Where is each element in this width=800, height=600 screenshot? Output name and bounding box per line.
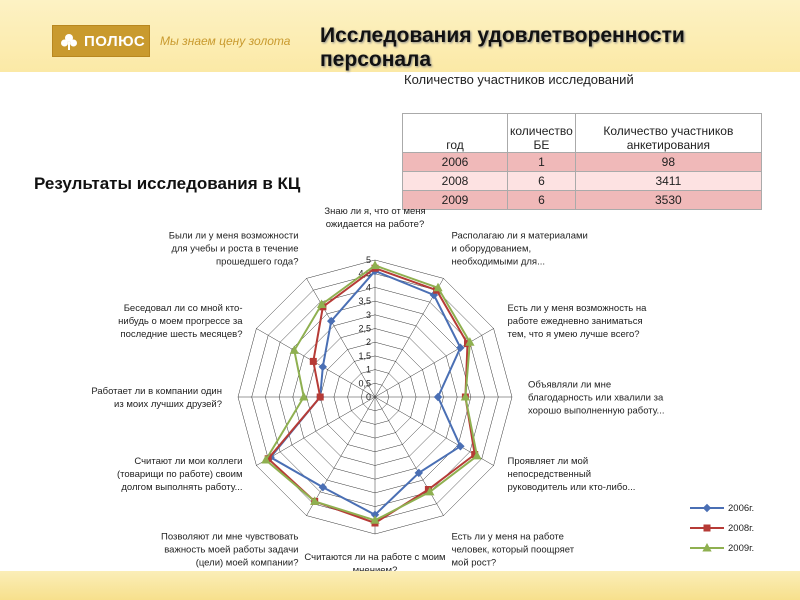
category-label: Были ли у меня возможности для учебы и роста в течение прошедшего года? <box>168 230 299 268</box>
page-title: Исследования удовлетворенности персонала <box>320 24 685 71</box>
axis-spoke <box>375 329 494 398</box>
series-line-2 <box>268 268 475 523</box>
table-caption: Количество участников исследований <box>404 72 634 87</box>
tick-label: 0 <box>365 392 371 402</box>
series-2-point <box>317 394 323 400</box>
series-1-point <box>435 394 442 401</box>
category-label: Работает ли в компании один из моих лучших друзей? <box>91 386 222 410</box>
logo-text: ПОЛЮС <box>84 32 146 50</box>
table-cell: 6 <box>508 172 576 191</box>
table-cell: 1 <box>508 153 576 172</box>
category-label: Позволяют ли мне чувствовать важность моей работы задачи (цели) моей компании? <box>161 531 299 569</box>
category-label: Беседовал ли со мной кто-нибудь о моем прогрессе за последние шесть месяцев? <box>118 303 243 340</box>
table-cell: 2009 <box>403 191 508 210</box>
axis-spoke <box>256 397 375 466</box>
series-1-point <box>457 344 464 351</box>
column-header-units: количество БЕ <box>508 114 576 153</box>
column-header-year: год <box>403 114 508 153</box>
tick-label: 0,5 <box>358 378 371 389</box>
axis-spoke <box>375 397 444 516</box>
legend-label: 2008г. <box>728 523 755 534</box>
table-cell: 3411 <box>575 172 761 191</box>
table-cell: 3530 <box>575 191 761 210</box>
table-cell: 6 <box>508 191 576 210</box>
tagline: Мы знаем цену золота <box>160 34 291 48</box>
table-cell: 98 <box>575 153 761 172</box>
tick-label: 3,5 <box>358 296 371 307</box>
tick-label: 5 <box>365 255 371 265</box>
tick-label: 2,5 <box>358 323 371 334</box>
axis-spoke <box>307 397 376 516</box>
series-2-point <box>310 358 316 364</box>
legend-marker <box>704 505 711 512</box>
category-label: Знаю ли я, что от меня ожидается на работе? <box>324 206 426 230</box>
tick-label: 3 <box>365 309 371 320</box>
category-label: Есть ли у меня возможность на работе ежедневно заниматься тем, что я умею лучше всего? <box>507 303 647 340</box>
category-label: Есть ли у меня на работе человек, который поощряет мой рост? <box>451 531 575 569</box>
tick-label: 2 <box>365 337 371 348</box>
legend-label: 2009г. <box>728 543 755 554</box>
category-label: Объявляли ли мне благодарность или хвалили за хорошо выполненную работу... <box>528 379 665 417</box>
category-label: Считаются ли на работе с моим <box>304 552 446 563</box>
legend-label: 2006г. <box>728 503 755 514</box>
category-label: Считают ли мои коллеги (товарищи по работе) своим долгом выполнять работу... <box>116 456 243 493</box>
legend-marker <box>704 525 710 531</box>
category-label: Проявляет ли мой непосредственный руководитель или кто-либо... <box>507 456 636 493</box>
section-title: Результаты исследования в КЦ <box>34 174 301 193</box>
category-label: Располагаю ли я материалами и оборудованием, необходимыми для... <box>451 230 588 268</box>
series-1-point <box>319 363 326 370</box>
table-cell: 2006 <box>403 153 508 172</box>
column-header-participants: Количество участников анкетирования <box>575 114 761 153</box>
table-cell: 2008 <box>403 172 508 191</box>
tick-label: 4,5 <box>358 268 371 279</box>
tick-label: 1 <box>365 364 371 375</box>
footer-band <box>0 571 800 600</box>
tick-label: 1,5 <box>358 350 371 361</box>
tick-label: 4 <box>365 282 371 293</box>
